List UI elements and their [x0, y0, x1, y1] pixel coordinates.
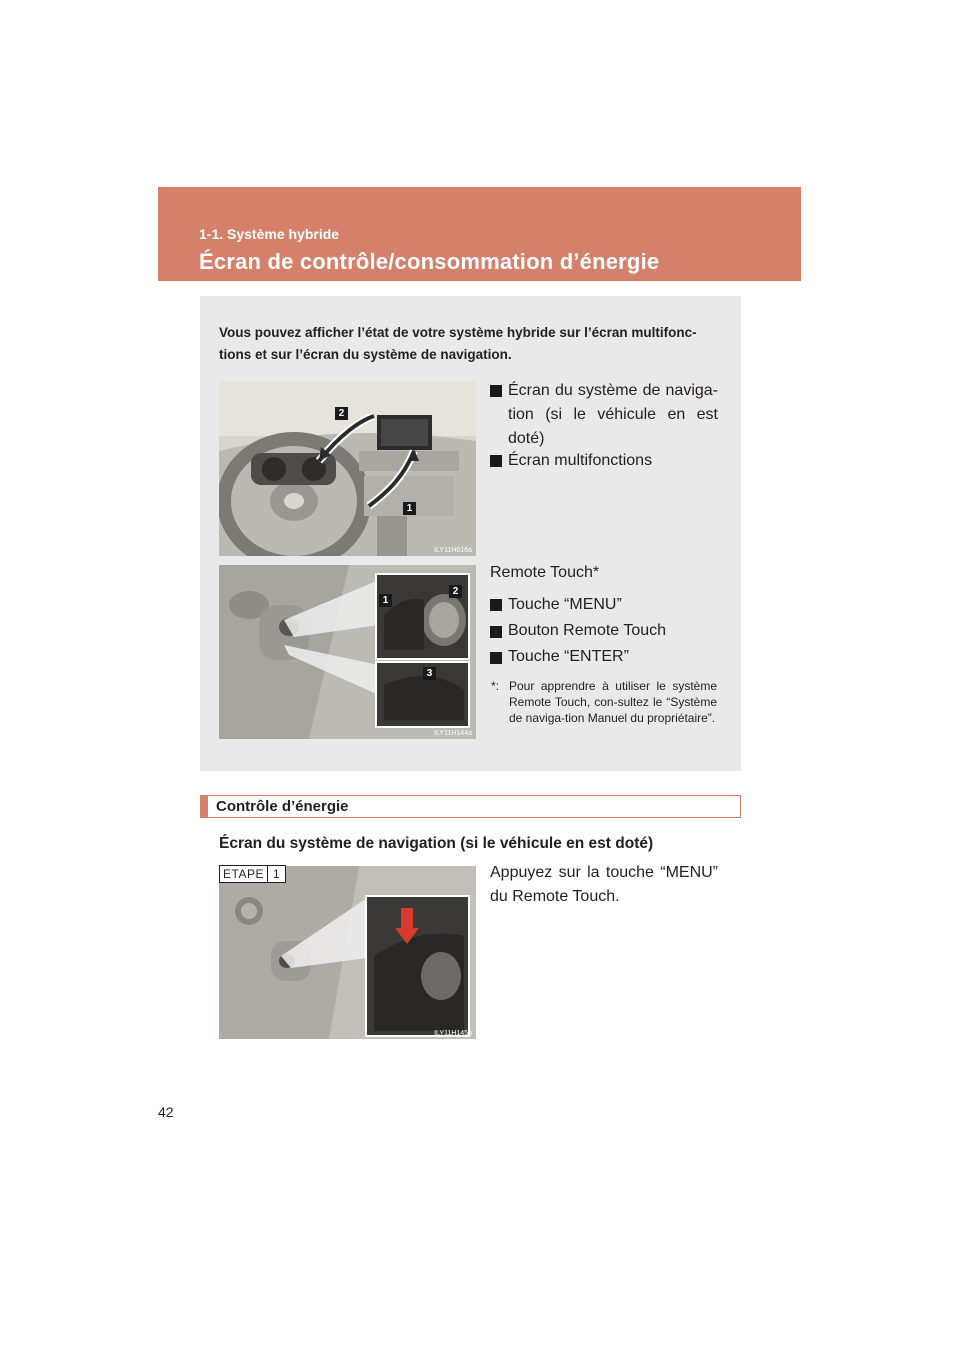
- step-instruction: Appuyez sur la touche “MENU” du Remote Touch.: [490, 864, 718, 905]
- callout-1-badge: 1: [379, 594, 392, 607]
- step-badge: [219, 865, 286, 883]
- figure-code: ILY11H144a: [434, 730, 472, 737]
- callout-2-badge: 2: [449, 585, 462, 598]
- list-item-multi-display: Écran multifonctions: [508, 452, 653, 469]
- footnote: [491, 678, 717, 726]
- remote-touch-heading: Remote Touch*: [490, 564, 600, 581]
- item-number-box: [490, 652, 502, 664]
- figure-code: ILY11H145a: [434, 1030, 472, 1037]
- page-number: 42: [158, 1104, 174, 1120]
- callout-3-badge: 3: [423, 667, 436, 680]
- intro-text: Vous pouvez afficher l’état de votre système hybride sur l’écran multifonc-tions et sur l’écran du système de navigation.: [219, 325, 697, 362]
- footnote-marker: *:: [491, 679, 500, 693]
- step-word: ETAPE: [223, 867, 264, 881]
- figure-code: ILY11H016a: [434, 547, 472, 554]
- section-label: 1-1. Système hybride: [199, 226, 340, 242]
- callout-1-badge: 1: [403, 502, 416, 515]
- item-number-box: [490, 599, 502, 611]
- list-item-nav-screen: Écran du système de naviga-tion (si le véhicule en est doté): [508, 382, 718, 447]
- callout-2-badge: 2: [335, 407, 348, 420]
- remote-touch-photo: [219, 565, 476, 739]
- step-number: 1: [267, 866, 285, 882]
- list-item-menu-button: Touche “MENU”: [508, 596, 622, 613]
- item-number-box: [490, 626, 502, 638]
- page-title: Écran de contrôle/consommation d’énergie: [199, 249, 660, 274]
- footnote-text: Pour apprendre à utiliser le système Remote Touch, con-sultez le “Système de naviga-tion Manuel du propriétaire”.: [509, 679, 717, 725]
- menu-button-photo: [219, 866, 476, 1039]
- nav-screen-heading: Écran du système de navigation (si le véhicule en est doté): [219, 835, 654, 852]
- list-item-enter-button: Touche “ENTER”: [508, 648, 629, 665]
- list-item-remote-touch-knob: Bouton Remote Touch: [508, 622, 667, 639]
- menu-button-illustration: [219, 866, 476, 1039]
- item-number-box: [490, 455, 502, 467]
- dashboard-photo: [219, 381, 476, 556]
- item-number-box: [490, 385, 502, 397]
- section-subheading: Contrôle d’énergie: [200, 795, 741, 818]
- remote-touch-illustration: [219, 565, 476, 739]
